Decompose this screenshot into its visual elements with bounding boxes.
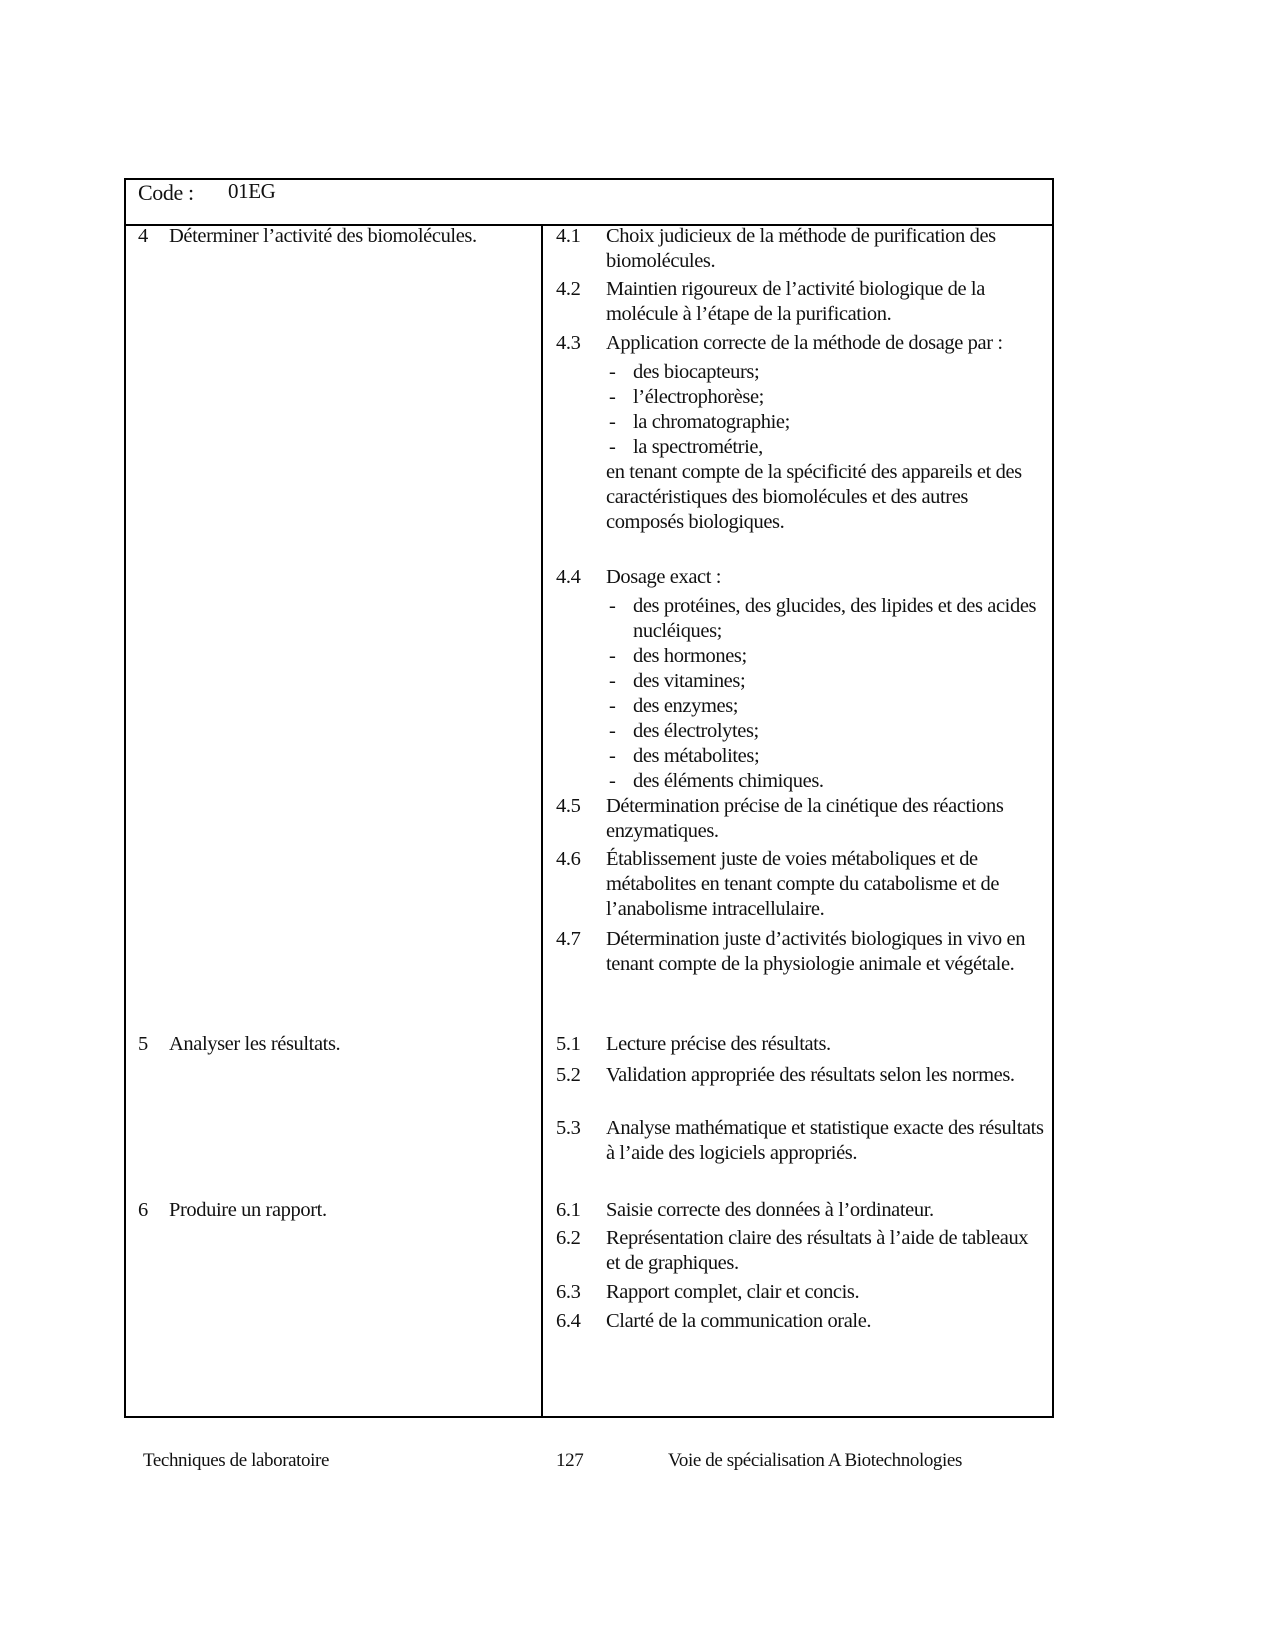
bullet-item: - des métabolites; <box>606 744 1046 769</box>
bullet-list <box>606 360 1046 460</box>
criterion-text: Lecture précise des résultats. <box>606 1033 831 1055</box>
criterion-6-3 <box>556 1280 1046 1305</box>
criterion-number: 6.3 <box>556 1281 581 1303</box>
criterion-text-continued: en tenant compte de la spécificité des appareils et des caractéristiques des biomolécules et des autres composés biologiques. <box>606 461 1022 533</box>
bullet-item: - des électrolytes; <box>606 719 1046 744</box>
criterion-6-1 <box>556 1198 1046 1223</box>
criterion-5-2 <box>556 1063 1046 1088</box>
criterion-number: 4.2 <box>556 278 581 300</box>
code-label: Code : <box>138 180 194 205</box>
criterion-4-2 <box>556 277 1046 327</box>
criterion-text: Détermination précise de la cinétique des réactions enzymatiques. <box>606 795 1004 842</box>
competency-label: Analyser les résultats. <box>169 1033 341 1055</box>
bullet-item: - des protéines, des glucides, des lipides et des acides nucléiques; <box>606 594 1046 644</box>
competency-label: Produire un rapport. <box>169 1199 327 1221</box>
competency-number: 5 <box>138 1033 148 1055</box>
criterion-text: Saisie correcte des données à l’ordinateur. <box>606 1199 934 1221</box>
criterion-text: Rapport complet, clair et concis. <box>606 1281 860 1303</box>
table-border-bottom <box>124 1416 1054 1418</box>
bullet-list <box>606 594 1046 794</box>
competency-number: 4 <box>138 225 148 247</box>
footer-title: Techniques de laboratoire <box>143 1450 329 1471</box>
criterion-4-4 <box>556 565 1046 794</box>
bullet-item: - des vitamines; <box>606 669 1046 694</box>
criterion-6-2 <box>556 1226 1046 1276</box>
page-number: 127 <box>556 1450 584 1471</box>
bullet-item: - des éléments chimiques. <box>606 769 1046 794</box>
criterion-number: 4.3 <box>556 332 581 354</box>
competency-label: Déterminer l’activité des biomolécules. <box>169 225 477 247</box>
footer-section: Voie de spécialisation A Biotechnologies <box>668 1450 962 1471</box>
criterion-text: Détermination juste d’activités biologiques in vivo en tenant compte de la physiologie animale et végétale. <box>606 928 1026 975</box>
criterion-4-5 <box>556 794 1046 844</box>
criterion-number: 4.4 <box>556 566 581 588</box>
criterion-text: Application correcte de la méthode de dosage par : <box>606 332 1003 354</box>
column-divider <box>541 225 543 1417</box>
criterion-4-6 <box>556 847 1046 922</box>
criterion-4-7 <box>556 927 1046 977</box>
criterion-number: 5.3 <box>556 1117 581 1139</box>
table-border-right <box>1052 178 1054 1418</box>
criterion-6-4 <box>556 1309 1046 1334</box>
criterion-4-1 <box>556 224 1046 274</box>
bullet-item: - des enzymes; <box>606 694 1046 719</box>
bullet-item: - la spectrométrie, <box>606 435 1046 460</box>
bullet-item: - l’électrophorèse; <box>606 385 1046 410</box>
bullet-item: - des biocapteurs; <box>606 360 1046 385</box>
criterion-text: Validation appropriée des résultats selon les normes. <box>606 1064 1015 1086</box>
criterion-text: Maintien rigoureux de l’activité biologique de la molécule à l’étape de la purification. <box>606 278 985 325</box>
competency-number: 6 <box>138 1199 148 1221</box>
competency-4 <box>138 224 477 249</box>
competency-6 <box>138 1198 327 1223</box>
criterion-number: 5.2 <box>556 1064 581 1086</box>
criterion-text: Clarté de la communication orale. <box>606 1310 872 1332</box>
criterion-text: Choix judicieux de la méthode de purification des biomolécules. <box>606 225 996 272</box>
criterion-number: 6.2 <box>556 1227 581 1249</box>
criterion-text: Dosage exact : <box>606 566 722 588</box>
code-value: 01EG <box>228 179 276 203</box>
criterion-number: 5.1 <box>556 1033 581 1055</box>
bullet-item: - la chromatographie; <box>606 410 1046 435</box>
criterion-number: 4.6 <box>556 848 581 870</box>
criterion-4-3 <box>556 331 1046 535</box>
criterion-text: Analyse mathématique et statistique exacte des résultats à l’aide des logiciels appropriés. <box>606 1117 1044 1164</box>
criterion-5-1 <box>556 1032 1046 1057</box>
criterion-5-3 <box>556 1116 1046 1166</box>
criterion-text: Représentation claire des résultats à l’aide de tableaux et de graphiques. <box>606 1227 1029 1274</box>
table-border-left <box>124 178 126 1418</box>
competency-5 <box>138 1032 340 1057</box>
bullet-item: - des hormones; <box>606 644 1046 669</box>
criterion-number: 4.5 <box>556 795 581 817</box>
criterion-text: Établissement juste de voies métaboliques et de métabolites en tenant compte du catabolisme et de l’anabolisme intracellulaire. <box>606 848 1000 920</box>
criterion-number: 4.7 <box>556 928 581 950</box>
criterion-number: 6.1 <box>556 1199 581 1221</box>
criterion-number: 6.4 <box>556 1310 581 1332</box>
criterion-number: 4.1 <box>556 225 581 247</box>
